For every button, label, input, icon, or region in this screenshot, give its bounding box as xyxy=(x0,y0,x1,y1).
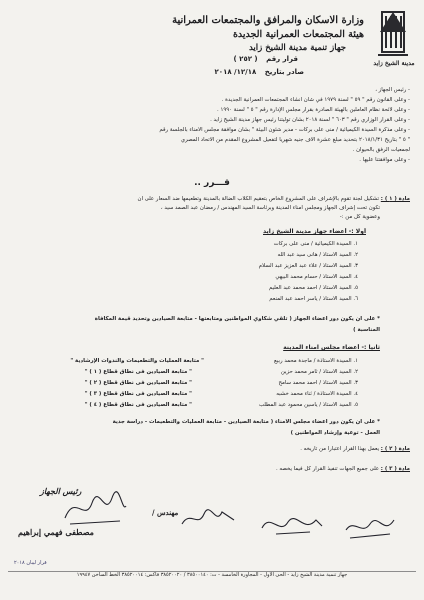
preamble-line: - وعلى القرار الوزاري رقم " ٦٠٣ " لسنة ٢٠١٨ بشأن توليتنا رئيس جهاز مدينة الشيخ زايد . xyxy=(210,117,410,123)
decision-date-value: ١٢/١٨/ ٢٠١٨ xyxy=(214,68,257,76)
section-one-task-2: المناسبة ) xyxy=(353,327,380,333)
article-3-label: مادة ( ٣ ) : xyxy=(380,466,410,472)
section-two-role: " متابعة الصيادين فى نطاق قطاع ( ٢ ) " xyxy=(84,380,192,386)
decision-date xyxy=(14,68,304,77)
decision-number xyxy=(14,55,298,64)
signature-title: رئيس الجهاز xyxy=(40,486,82,496)
section-one-member: ٢. السيد الأستاذ / هانى سيد عبد الله xyxy=(277,252,358,258)
preamble-line: لجمعيات الرفق بالحيوان . xyxy=(352,147,410,153)
section-one-member: ١. السيدة الكيميائية / منى على بركات xyxy=(273,241,358,247)
signature-engineer: مهندس / xyxy=(152,508,179,517)
section-two-task-2: العمل - توعية وإرشاد المواطنين ) xyxy=(290,430,380,436)
signature-name: مصطفى فهمي إبراهيم xyxy=(18,527,94,537)
section-one-task: * على أن يكون دور أعضاء الجهاز ( تلقي شكاوي المواطنين ومتابعتها - متابعة الصيادين وتحديد قيمة المكافأة xyxy=(94,316,380,322)
article-1-line-3: وعضوية كل من :- xyxy=(339,214,380,220)
section-two-title: ثانيا :- أعضاء مجلس امناء المدينة xyxy=(283,344,380,351)
section-two-member: ٣. السيد الأستاذ / أحمد محمد سامح xyxy=(278,380,358,386)
section-two-member: ٥. السيد الأستاذ / ياسين محمود عبد المطلب xyxy=(258,402,358,408)
article-1-line xyxy=(14,196,410,203)
preamble-line: " ٥ " بتاريخ ٢٠١٨/١/٣١ بتحديد مبلغ عشرة الاف جنيه شهريا لتفعيل المشروع المقدم من الاتحاد المصري xyxy=(180,137,410,143)
committee-signature-1 xyxy=(178,500,238,534)
preamble-line: - رئيس الجهاز ، xyxy=(375,87,410,93)
article-1-line-2: تكون تحت إشراف الجهاز ومجلس أمناء المدينة وبرئاسة السيد المهندس / رمضان عبد الصمد سيد ، xyxy=(160,205,380,211)
section-one-title: أولا :- أعضاء جهاز مدينة الشيخ زايد xyxy=(263,228,366,235)
section-two-member: ١. السيدة الأستاذة / ماجدة محمد ربيع xyxy=(274,358,358,364)
section-two-role: " متابعة الصيادين فى نطاق قطاع ( ٤ ) " xyxy=(84,402,192,408)
director-signature xyxy=(60,488,130,528)
section-one-member: ٥. السيد الأستاذ / أحمد محمد عبد العليم xyxy=(268,285,358,291)
article-2-line xyxy=(14,446,410,453)
preamble-line: - وعلى القانون رقم " ٥٩ " لسنة ١٩٧٩ في شأن انشاء المجتمعات العمرانية الجديدة . xyxy=(221,97,410,103)
section-one-member: ٦. السيد الأستاذ / ياسر أحمد عبد المنعم xyxy=(269,296,358,302)
preamble-line: - وعلى لائحة نظام العاملين بالهيئة الصادرة بقرار مجلس الإدارة رقم " ٥ " لسنة ١٩٩٠ . xyxy=(217,107,410,113)
ministry-title: وزارة الاسكان والمرافق والمجتمعات العمرانية xyxy=(172,15,364,26)
committee-signature-2 xyxy=(256,506,326,540)
section-one-member: ٤. السيد الأستاذ / حسام محمد البيهي xyxy=(275,274,358,280)
authority-title: هيئة المجتمعات العمرانية الجديدة xyxy=(232,29,364,40)
article-3-text: على جميع الجهات تنفيذ القرار كل فيما يخصه . xyxy=(275,466,380,472)
section-two-member: ٢. السيد الأستاذ / ثامر محمد حزين xyxy=(280,369,358,375)
article-1-label: مادة ( ١ ) : xyxy=(380,196,410,202)
decides-title: قـــرر .. xyxy=(194,178,230,188)
section-two-role: " متابعة العمليات والتطعيمات والندوات الإرشادية " xyxy=(70,358,204,364)
article-2-text: يعمل بهذا القرار اعتبارا من تاريخه . xyxy=(300,446,380,452)
article-2-label: مادة ( ٢ ) : xyxy=(380,446,410,452)
preamble-line: - وعلى مذكرة السيدة الكيميائية / منى على بركات - مدير شئون البيئة " بشأن موافقة مجلس الأمناء بالجلسة رقم xyxy=(159,127,410,133)
document-footer: جهاز تنمية مدينة الشيخ زايد - الحى الأول - المجاورة الخامسة - ت: ٣٨٥٠٠١٤٠ / ٣٨٥٢٠٠٢٠ فاكس: ٣٨٥٢٠٠١٤ الخط الساخن ١٩٩٤٧ xyxy=(8,571,416,588)
section-two-task: * على أن يكون دور أعضاء مجلس الامناء ( متابعة الصيادين - متابعة العمليات والتطعيمات - دراسة جدية xyxy=(112,419,380,425)
logo-caption: مدينة الشيخ زايد xyxy=(373,60,415,67)
section-two-member: ٤. السيدة الأستاذة / ثناء محمد خشبه xyxy=(276,391,358,397)
agency-title: جهاز تنمية مدينة الشيخ زايد xyxy=(248,43,346,53)
decision-number-label: قرار رقم xyxy=(266,55,298,63)
decision-number-value: ( ٢٥٢ ) xyxy=(233,55,258,63)
decision-date-label: صادر بتاريخ xyxy=(264,68,304,76)
section-two-role: " متابعة الصيادين فى نطاق قطاع ( ٣ ) " xyxy=(84,391,192,397)
stamp-note: قرار ليبان ٢٠١٨ xyxy=(14,560,47,566)
preamble-line: - وعلى موافقتنا عليها . xyxy=(359,157,410,163)
section-two-role: " متابعة الصيادين فى نطاق قطاع ( ١ ) " xyxy=(84,369,192,375)
article-1-text: تشكيل لجنة تقوم بالإشراف على المشروع الخاص بتعقيم الكلاب الضالة بالمدينة وتطعيمها ضد السعار على أن xyxy=(137,196,380,202)
committee-signature-3 xyxy=(340,510,400,544)
section-one-member: ٣. السيد الأستاذ / علاء عبد العزيز عبد السلام xyxy=(258,263,358,269)
article-3-line xyxy=(14,466,410,473)
